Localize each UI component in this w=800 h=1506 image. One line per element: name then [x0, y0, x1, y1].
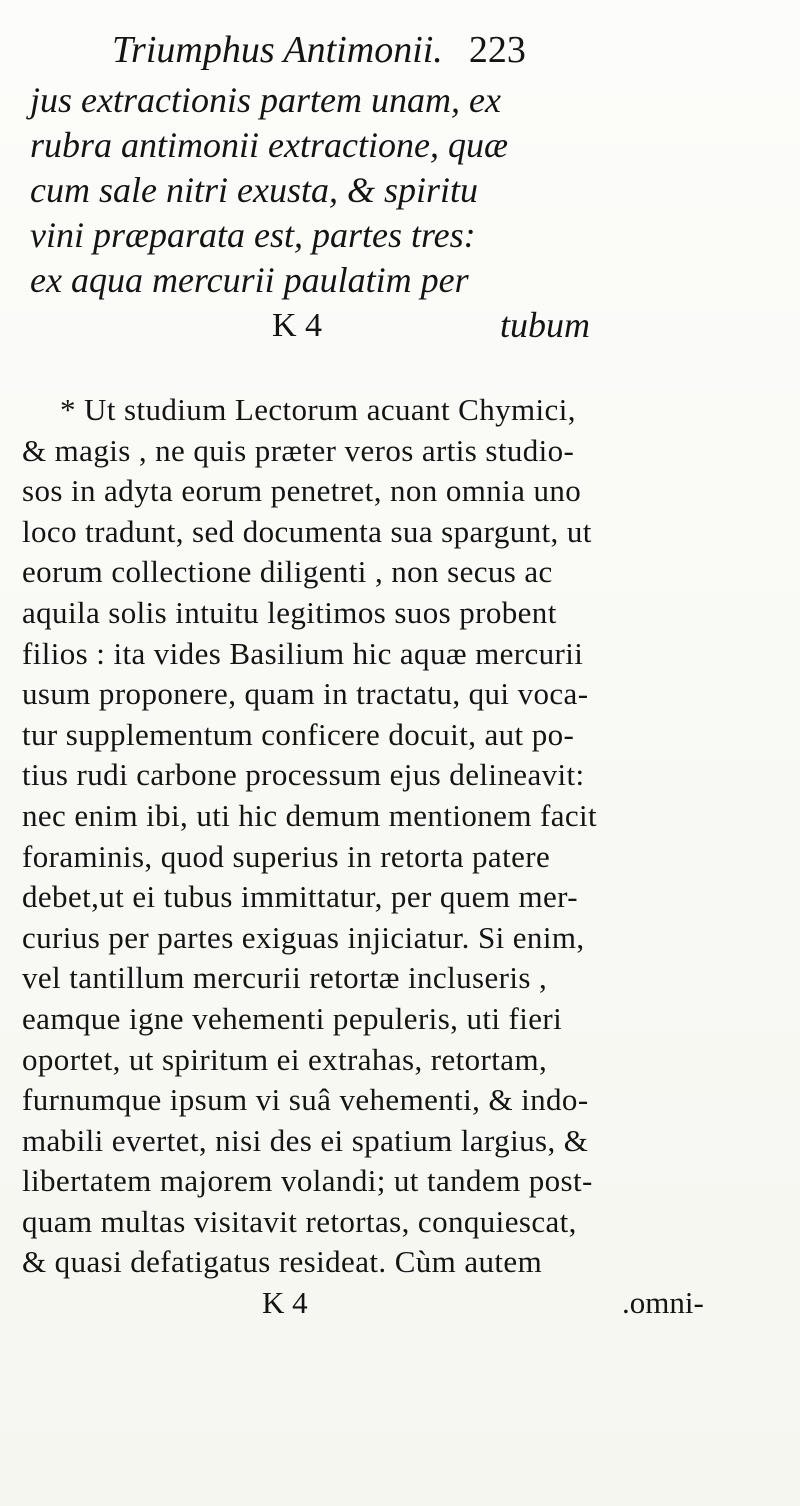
text-line: furnumque ipsum vi suâ vehementi, & indo-: [22, 1082, 589, 1118]
text-line: aquila solis intuitu legitimos suos probent: [22, 594, 557, 630]
text-line: ex aqua mercurii paulatim per: [30, 260, 469, 300]
catchword: tubum: [500, 305, 590, 345]
text-line: quam multas visitavit retortas, conquiescat,: [22, 1203, 577, 1239]
text-line: cum sale nitri exusta, & spiritu: [30, 170, 478, 210]
text-line: vini præparata est, partes tres:: [30, 215, 476, 255]
text-line: & quasi defatigatus resideat. Cùm autem: [22, 1244, 543, 1280]
footer-line: [22, 1283, 800, 1323]
text-line: vel tantillum mercurii retortæ incluseris ,: [22, 960, 548, 996]
text-line: filios : ita vides Basilium hic aquæ mercurii: [22, 635, 584, 671]
text-line: loco tradunt, sed documenta sua spargunt, ut: [22, 513, 592, 549]
text-line: sos in adyta eorum penetret, non omnia uno: [22, 473, 582, 509]
footer-catchword: .omni-: [622, 1285, 704, 1321]
text-line: eorum collectione diligenti , non secus ac: [22, 554, 553, 590]
footnote-text: [22, 390, 800, 1323]
text-line: oportet, ut spiritum ei extrahas, retortam,: [22, 1041, 548, 1077]
text-line: * Ut studium Lectorum acuant Chymici,: [60, 392, 576, 427]
text-line: & magis , ne quis præter veros artis studio-: [22, 432, 575, 468]
text-line: debet,ut ei tubus immittatur, per quem mer-: [22, 879, 578, 915]
running-title: Triumphus Antimonii.: [112, 29, 443, 71]
text-line: usum proponere, quam in tractatu, qui voca-: [22, 676, 589, 712]
text-line: foraminis, quod superius in retorta patere: [22, 838, 551, 874]
main-text-italic: [30, 78, 800, 351]
text-line: mabili evertet, nisi des ei spatium largius, &: [22, 1122, 589, 1158]
footer-signature: K 4: [262, 1285, 308, 1321]
text-line: tur supplementum conficere docuit, aut po-: [22, 716, 575, 752]
page-header: [112, 28, 712, 72]
signature-line: [30, 303, 800, 351]
text-line: libertatem majorem volandi; ut tandem post-: [22, 1163, 593, 1199]
page-number: 223: [468, 29, 526, 71]
text-line: tius rudi carbone processum ejus delineavit:: [22, 757, 585, 793]
text-line: curius per partes exiguas injiciatur. Si enim,: [22, 919, 585, 955]
signature-mark: K 4: [272, 307, 323, 344]
text-line: eamque igne vehementi pepuleris, uti fieri: [22, 1000, 563, 1036]
text-line: rubra antimonii extractione, quæ: [30, 125, 508, 165]
text-line: jus extractionis partem unam, ex: [30, 80, 501, 120]
text-line: nec enim ibi, uti hic demum mentionem facit: [22, 797, 598, 833]
